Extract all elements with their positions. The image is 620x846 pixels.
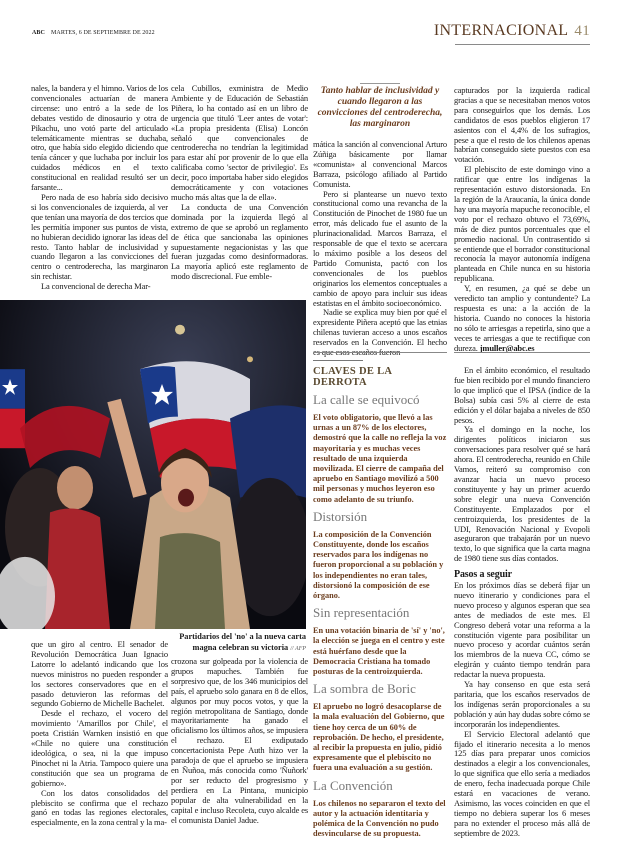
paragraph: mática la sanción al convencional Arturo Zúñiga básicamente por llamar «comunista» al convencional Marcos Barraza, psicólogo afiliado al Partido Comunista.	[313, 139, 447, 189]
paragraph: Ya hay consenso en que esta será paritaria, que los escaños reservados de los indígenas serán proporcionales a su población y aún hay dudas sobre cómo se incorporarán los independientes.	[454, 679, 590, 729]
paragraph: capturados por la izquierda radical gracias a que se necesitaban menos votos para conseguirlos que los demás. Los candidatos de esos pueblos eligieron 17 asientos con el 4,4% de los sufragios, pese a que el resto de los chilenos apenas habrían conseguido siete puestos con esa votación.	[454, 85, 590, 165]
issue-date: MARTES, 6 DE SEPTIEMBRE DE 2022	[50, 30, 155, 36]
header-rule	[455, 44, 590, 45]
paragraph: Desde el rechazo, el vocero del movimiento 'Amarillos por Chile', el poeta Cristián Warnken insistió en que «Chile no quiere una constitución ideológica, o sea, ni la que impuso Pinochet ni la Atria. Tampoco quiere una constitución que sea un programa de gobierno».	[31, 708, 168, 788]
claves-sidebar	[313, 360, 447, 844]
paragraph	[454, 284, 590, 353]
photo-caption	[172, 632, 306, 654]
paragraph: que un giro al centro. El senador de Revolución Democrática Juan Ignacio Latorre lo adelantó indicando que los nuevos ministros no pueden responder a los sectores conservadores que en el pasado detuvieron las reformas del segundo Gobierno de Michelle Bachelet.	[31, 639, 168, 709]
pull-quote: Tanto hablar de inclusividad y cuando llegaron a las convicciones del centroderecha, las marginaron	[317, 86, 443, 129]
paragraph: La convencional de derecha Mar-	[41, 281, 151, 292]
column-4-bottom	[454, 366, 590, 839]
page-header-right	[434, 22, 590, 40]
column-4-divider	[454, 352, 590, 353]
paragraph: crozona sur golpeada por la violencia de grupos mapuches. También fue sorpresivo que, de los 346 municipios del país, el apruebo solo ganara en 8 de ellos, algunos por muy pocos votos, y que la región metropolitana de Santiago, donde mayoritariamente ha ganado el oficialismo los últimos años, se impusiera el rechazo. El exdiputado concertacionista Pepe Auth hizo ver la paradoja de que el apruebo se impusiera en Ñuñoa, más conocida como 'Ñuñork' por ser reducto del progresismo y perdiera en La Pintana, municipio popular de alta vulnerabilidad en la capital e incluso Recoleta, cuyo alcalde es el comunista Daniel Jadue.	[171, 656, 308, 825]
column-2-top	[171, 84, 308, 282]
claves-heading: Distorsión	[313, 508, 368, 524]
paragraph: Ya el domingo en la noche, los dirigentes políticos iniciaron sus conversaciones para resolver qué se hará ahora. El centroderecha, reunido en Chile Vamos, reiteró su compromiso con avanzar hacia un nuevo proceso constituyente y hay un primer acuerdo sobre elegir una nueva Convención Constituyente. Emplazados por el centroizquierda, los presidentes de la UDI, Renovación Nacional y Evopoli aseguraron que trabajarán por un nuevo texto, lo que significa que la carta magna de 1980 tiene sus días contados.	[454, 424, 590, 564]
crowd-celebration-image	[0, 300, 306, 629]
subheading: Pasos a seguir	[454, 569, 512, 581]
page-number: 41	[574, 23, 590, 39]
claves-body: El voto obligatorio, que llevó a las urnas a un 87% de los electores, demostró que la calle no refleja la voz mayoritaria y es muchas veces resultado de una izquierda movilizada. El cierre de campaña del apruebo en Santiago movilizó a 500 mil personas y muchos leyeron eso como adelanto de su triunfo.	[313, 413, 447, 504]
claves-heading: La Convención	[313, 777, 393, 793]
chile-flag-left	[0, 369, 25, 448]
paragraph: El plebiscito de este domingo vino a ratificar que entre los indígenas la representación estuvo distorsionada. En la región de la Araucanía, la única donde hay una mayoría mapuche reconocible, el voto por el rechazo obtuvo el 73,69%, más de diez puntos porcentuales que el promedio nacional. Un contrasentido si se entiende que el borrador constitucional reconocía la mayor autonomía indígena planteada en Chile nunca en su historia republicana.	[454, 164, 590, 284]
sidebar-rule	[313, 360, 363, 361]
claves-body: Los chilenos no separaron el texto del autor y la actuación identitaria y polémica de la Convención no pudo desvincularse de su propuesta.	[313, 798, 446, 839]
caption-text: Partidarios del 'no' a la nueva carta magna celebran su victoria	[179, 632, 306, 652]
brand: ABC	[32, 30, 45, 36]
column-4-top	[454, 86, 590, 353]
paragraph: cela Cubillos, exministra de Medio Ambiente y de Educación de Sebastián Piñera, lo ha contado así en un libro de urgencia que tituló 'Leer antes de votar': «La propia presidenta (Elisa) Loncón señaló que convencionales de centroderecha no tendrían la legitimidad para estar ahí por provenir de lo que ella calificaba como 'sector de privilegio'. Es decir, poco importaba haber sido elegidos democráticamente y con votaciones mucho más altas que la de ella».	[171, 83, 308, 202]
paragraph: En los próximos días se deberá fijar un nuevo itinerario y condiciones para el nuevo proceso y algunos esperan que sea antes de mediados de este mes. El Congreso deberá votar una reforma a la constitución vigente para posibilitar un nuevo proceso y acordar cuántos serán los miembros de la nueva CC, cómo se elegirán y cuánto tiempo tendrán para redactar la nueva propuesta.	[454, 580, 590, 680]
claves-heading: La sombra de Boric	[313, 681, 416, 697]
claves-heading: Sin representación	[313, 605, 410, 621]
column-2-bottom	[171, 657, 308, 825]
paragraph: En el ámbito económico, el resultado fue bien recibido por el mundo financiero lo que implicó que el IPSA (índice de la Bolsa) subía casi 5% al cierre de esta edición y el dólar bajaba a niveles de 850 pesos.	[454, 365, 590, 425]
page-header-left	[32, 30, 155, 36]
paragraph: La conducta de una Convención dominada por la izquierda llegó al extremo de que se aprobó un reglamento de ética que sancionaba las opiniones supuestamente negacionistas y las que fueran juzgadas como desinformadoras. La mayoría aplicó este reglamento de modo discrecional. Fue emble-	[171, 201, 308, 282]
photo-credit: // AFP	[290, 645, 306, 652]
paragraph: Pero si plantearse un nuevo texto constitucional como una revancha de la Constitución de Pinochet de 1980 fue un error, más delicado fue el asunto de la plurinacionalidad. Marcos Barraza, el responsable de que el texto se acercara lo máximo posible a los deseos del Partido Comunista, pactó con los convencionales de los pueblos originarios los elementos conceptuales a cambio de apoyo para incluir sus ideas estatistas en el ámbito socioeconómico.	[313, 188, 447, 308]
column-3-top	[313, 140, 447, 358]
paragraph: Pero nada de eso habría sido decisivo si los convencionales de izquierda, al ver que tenían una mayoría de dos tercios que les permitía imponer sus puntos de vista, no hubieran decidido ignorar las ideas del resto. Tanto hablar de inclusividad y cuando llegaron a las convicciones del centro o centroderecha, las marginaron sin rechistar.	[31, 191, 168, 282]
claves-body: El apruebo no logró desacoplarse de la mala evaluación del Gobierno, que tiene hoy cerca de un 60% de reprobación. De hecho, el presidente, al recibir la propuesta en julio, pidió expresamente que el plebiscito no fuera una evaluación a su gestión.	[313, 702, 445, 773]
sidebar-title: CLAVES DE LA DERROTA	[313, 366, 392, 388]
paragraph: El Servicio Electoral adelantó que fijado el itinerario necesita a lo menos 125 días para preparar unos comicios destinados a elegir a los convencionales, lo que significa que ello sería a mediados de enero, fecha inadecuada porque Chile estará en vacaciones de verano. Asimismo, las voces coinciden en que el tiempo no debiera superar los 6 meses para no extender el proceso más allá de septiembre de 2023.	[454, 728, 590, 838]
section-title: INTERNACIONAL	[433, 22, 569, 39]
news-photo	[0, 300, 306, 629]
claves-heading: La calle se equivocó	[313, 392, 420, 407]
paragraph: nales, la bandera y el himno. Varios de los convencionales actuarían de manera circense: uno entró a la sede de los debates vestido de dinosaurio y otra de Pikachu, uno votó parte del articulado telemáticamente mientras se duchaba, otro, que había sido elegido diciendo que tenía cáncer y que luchaba por incluir los cuidados médicos en el texto constitucional en realidad resultó ser un farsante...	[31, 83, 168, 193]
claves-body: La composición de la Convención Constituyente, donde los escaños reservados para los indígenas no fueron proporcional a su población y los independientes no eran tales, distorsionó la composición de ese órgano.	[313, 529, 444, 601]
column-3-divider	[313, 352, 447, 353]
author-email[interactable]: jmuller@abc.es	[479, 342, 535, 353]
column-1-bottom	[31, 640, 168, 828]
paragraph: Nadie se explica muy bien por qué el expresidente Piñera aceptó que las etnias chilenas tuvieran acceso a unos escaños reservados en la Convención. El hecho es que esos escaños fueron	[313, 307, 447, 358]
column-1-top	[31, 84, 168, 292]
paragraph-text: Y, en resumen, ¿a qué se debe un veredicto tan amplio y contundente? La respuesta es una: a la acción de la historia. Cuando no conoces la historia no sólo te arriesgas a repetirla, sino que a veces te arriesgas a que te rectifique con dureza.	[454, 283, 590, 353]
claves-body: En una votación binaria de 'sí' y 'no', la elección se juega en el centro y este está huérfano desde que la Democracia Cristiana ha tomado posturas de la centroizquierda.	[313, 626, 445, 677]
paragraph: Con los datos consolidados del plebiscito se confirma que el rechazo ganó en todas las regiones electorales, especialmente, en la zona central y la ma-	[31, 787, 168, 828]
quote-rule	[360, 83, 400, 84]
